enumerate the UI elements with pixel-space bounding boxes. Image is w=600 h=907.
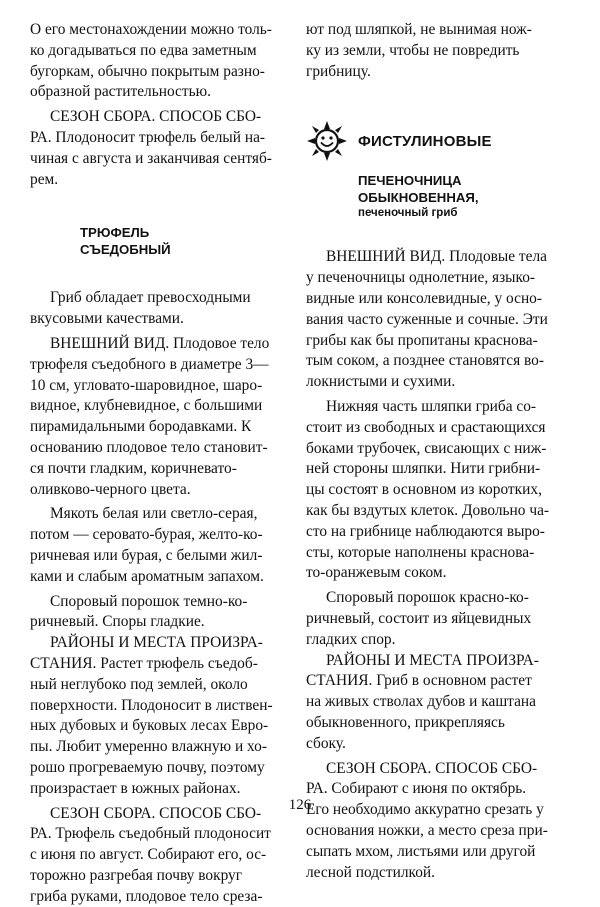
right-column xyxy=(306,20,572,883)
season2-paragraph: СЕЗОН СБОРА. СПОСОБ СБО- РА. Трюфель съедобный плодоносит с июня по август. Собирают его, ос- торожно разгребая почву вокруг гриба руками, плодовое тело среза- xyxy=(30,804,292,907)
flesh-paragraph: Мякоть белая или светло-серая, потом — серовато-бурая, желто-ко- ричневая или бурая, с белыми жил- ками и слабым ароматным запахом. xyxy=(30,504,292,587)
species-common-name: печеночный гриб xyxy=(358,206,572,221)
spore-paragraph: Споровый порошок темно-ко- ричневый. Споры гладкие. xyxy=(30,592,292,634)
appearance-paragraph-right: ВНЕШНИЙ ВИД. Плодовые тела у печеночницы однолетние, языко- видные или консолевидные, у осно- вания часто суженные и сочные. Эти грибы как бы пропитаны краснова- тым соком, а позднее становятся во- локнистыми и сухими. xyxy=(306,247,572,393)
page-number: 126 xyxy=(0,797,600,814)
taste-paragraph: Гриб обладает превосходными вкусовыми качествами. xyxy=(30,288,292,330)
underside-paragraph: Нижняя часть шляпки гриба со- стоит из свободных и срастающихся боками трубочек, свисающих с ниж- ней стороны шляпки. Нити грибни- цы состоят в основном из коротких, как бы вздутых клеток. Довольно ча- сто на грибнице наблюдаются выро- сты, которые наполнены краснова- то-оранжевым соком. xyxy=(306,397,572,584)
sun-icon xyxy=(306,120,348,162)
continuation-paragraph: ют под шляпкой, не вынимая нож- ку из земли, чтобы не повредить грибницу. xyxy=(306,20,572,82)
species-title-liverwort: ПЕЧЕНОЧНИЦА ОБЫКНОВЕННАЯ, xyxy=(358,172,572,206)
family-title: ФИСТУЛИНОВЫЕ xyxy=(358,133,492,150)
left-column xyxy=(30,20,292,907)
species-title-truffle: ТРЮФЕЛЬ СЪЕДОБНЫЙ xyxy=(30,224,292,258)
species-heading-liverwort xyxy=(358,172,572,221)
season-paragraph: СЕЗОН СБОРА. СПОСОБ СБО- РА. Плодоносит трюфель белый на- чиная с августа и заканчивая сентяб- рем. xyxy=(30,107,292,190)
spore-paragraph-right: Споровый порошок красно-ко- ричневый, состоит из яйцевидных гладких спор. xyxy=(306,588,572,650)
regions-paragraph: РАЙОНЫ И МЕСТА ПРОИЗРА- СТАНИЯ. Растет трюфель съедоб- ный неглубоко под землей, около поверхности. Плодоносит в листвен- ных дубовых и буковых лесах Евро- пы. Любит умеренно влажную и хо- рошо прогреваемую почву, поэтому произрастает в южных районах. xyxy=(30,633,292,799)
season-paragraph-right: СЕЗОН СБОРА. СПОСОБ СБО- РА. Собирают с июня по октябрь. Его необходимо аккуратно срезать у основания ножки, а место среза при- сыпать мхом, листьями или другой лесной подстилкой. xyxy=(306,759,572,884)
regions-paragraph-right: РАЙОНЫ И МЕСТА ПРОИЗРА- СТАНИЯ. Гриб в основном растет на живых стволах дубов и каштана обыкновенного, прикрепляясь сбоку. xyxy=(306,651,572,755)
appearance-paragraph: ВНЕШНИЙ ВИД. Плодовое тело трюфеля съедобного в диаметре 3— 10 см, угловато-шаровидное, шаро- видное, клубневидное, с большими пирамидальными бородавками. К основанию плодовое тело становит- ся почти гладким, коричневато- оливково-черного цвета. xyxy=(30,334,292,500)
family-heading xyxy=(306,120,572,162)
intro-paragraph: О его местонахождении можно толь- ко догадываться по едва заметным бугоркам, обычно покрытым разно- образной растительностью. xyxy=(30,20,292,103)
